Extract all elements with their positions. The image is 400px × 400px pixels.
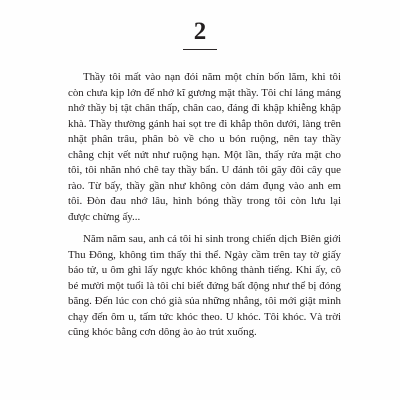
chapter-divider [183,49,217,50]
paragraph: Thầy tôi mất vào nạn đói năm một chín bốn lăm, khi tôi còn chưa kịp lớn để nhớ kĩ gương mặt thầy. Tôi chỉ láng máng nhớ thầy bị tật chân thấp, chân cao, đáng đi khập khiễng khập khà. Thầy thường gánh hai sọt tre đi khắp thôn dưới, làng trên nhặt phân trâu, phân bò về cho u bón ruộng, nên tay thầy chằng chịt vết nứt như ruộng hạn. Một lần, thấy rửa mặt cho tôi, tôi nhăn nhó chê tay thầy bẩn. U đánh tôi gãy đôi cây que rào. Từ bấy, thầy gần như không còn dám đụng vào anh em tôi. Đòn đau nhớ lâu, hình bóng thầy trong tôi còn lưu lại được chừng ấy... [68,71,341,223]
paragraph: Năm năm sau, anh cả tôi hi sinh trong chiến dịch Biên giới Thu Đông, không tìm thấy thi thể. Ngày cầm trên tay tờ giấy báo tử, u ôm ghì lấy ngực khóc không thành tiếng. Khi ấy, cô bé mười một tuổi là tôi chỉ biết đứng bất động như thể bị đóng băng. Đến lúc con chó già sủa những nhẳng, tôi mới giật mình chạy đến ôm u, tấm tức khóc theo. U khóc. Tôi khóc. Và trời cũng khóc bằng cơn dông ào ào trút xuống. [68,233,341,338]
chapter-number: 2 [193,18,207,45]
chapter-body [68,70,341,341]
